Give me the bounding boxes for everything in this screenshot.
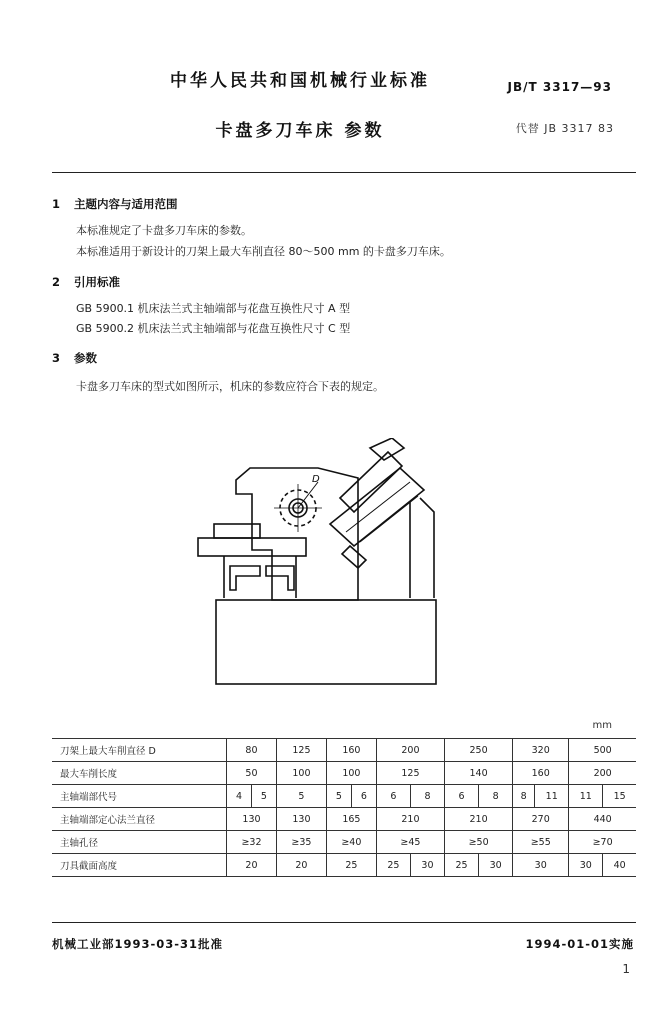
table-cell: 80 — [227, 739, 277, 762]
table-cell: 15 — [603, 785, 636, 808]
table-cell: 30 — [569, 854, 603, 877]
table-cell: 50 — [227, 762, 277, 785]
section-number: 2 — [52, 275, 61, 289]
effective-date: 1994-01-01实施 — [525, 937, 634, 951]
table-row — [52, 831, 636, 854]
row-label: 刀具截面高度 — [52, 854, 227, 877]
table-cell: 30 — [479, 854, 513, 877]
table-cell: ≥35 — [276, 831, 326, 854]
table-cell: 130 — [227, 808, 277, 831]
section-1-heading — [52, 196, 178, 212]
approval-date: 机械工业部1993-03-31批准 — [52, 937, 224, 951]
table-row — [52, 785, 636, 808]
section-1-line-2: 本标准适用于新设计的刀架上最大车削直径 80～500 mm 的卡盘多刀车床。 — [76, 245, 451, 258]
section-2-line-2: GB 5900.2 机床法兰式主轴端部与花盘互换性尺寸 C 型 — [76, 322, 351, 335]
header-rule — [52, 172, 636, 173]
table-cell: 8 — [479, 785, 513, 808]
table-cell: 165 — [326, 808, 376, 831]
diameter-label: D — [312, 474, 320, 485]
table-cell: 125 — [376, 762, 444, 785]
table-cell: 130 — [276, 808, 326, 831]
section-number: 1 — [52, 197, 61, 211]
table-cell: 160 — [326, 739, 376, 762]
table-cell: 6 — [445, 785, 479, 808]
table-cell: 20 — [276, 854, 326, 877]
table-row — [52, 854, 636, 877]
table-cell: 4 — [227, 785, 252, 808]
table-cell: 200 — [569, 762, 636, 785]
left-toolpost — [214, 524, 260, 538]
left-support — [224, 556, 296, 598]
table-cell: 320 — [513, 739, 569, 762]
table-cell: ≥50 — [445, 831, 513, 854]
table-cell: 11 — [569, 785, 603, 808]
table-cell: 8 — [513, 785, 535, 808]
angled-slide-upper — [340, 452, 402, 512]
section-title: 主题内容与适用范围 — [74, 197, 178, 211]
table-row — [52, 808, 636, 831]
tool-block-top — [370, 438, 404, 460]
table-cell: ≥45 — [376, 831, 444, 854]
table-cell: 100 — [326, 762, 376, 785]
section-title: 引用标准 — [74, 275, 120, 289]
headstock — [236, 468, 358, 600]
table-cell: 270 — [513, 808, 569, 831]
table-row — [52, 739, 636, 762]
parameters-table — [52, 738, 636, 877]
section-3-heading — [52, 350, 97, 366]
table-cell: 20 — [227, 854, 277, 877]
standard-title: 中华人民共和国机械行业标准 — [170, 71, 430, 91]
section-2-line-1: GB 5900.1 机床法兰式主轴端部与花盘互换性尺寸 A 型 — [76, 302, 351, 315]
table-cell: ≥55 — [513, 831, 569, 854]
table-cell: 210 — [376, 808, 444, 831]
table-cell: 40 — [603, 854, 636, 877]
row-label: 主轴端部定心法兰直径 — [52, 808, 227, 831]
row-label: 刀架上最大车削直径 D — [52, 739, 227, 762]
table-row — [52, 762, 636, 785]
table-cell: 25 — [376, 854, 410, 877]
table-cell: ≥70 — [569, 831, 636, 854]
row-label: 主轴端部代号 — [52, 785, 227, 808]
table-cell: 210 — [445, 808, 513, 831]
table-cell: ≥32 — [227, 831, 277, 854]
table-cell: 100 — [276, 762, 326, 785]
table-cell: 6 — [351, 785, 376, 808]
row-label: 主轴孔径 — [52, 831, 227, 854]
table-cell: 25 — [326, 854, 376, 877]
footer-rule — [52, 922, 636, 923]
section-1-line-1: 本标准规定了卡盘多刀车床的参数。 — [76, 224, 252, 237]
table-unit: mm — [592, 720, 612, 731]
section-title: 参数 — [74, 351, 97, 365]
right-column — [410, 498, 434, 598]
table-cell: 440 — [569, 808, 636, 831]
table-cell: 500 — [569, 739, 636, 762]
table-cell: 125 — [276, 739, 326, 762]
lower-tool — [342, 546, 366, 568]
left-slide-groove — [230, 566, 294, 590]
replaces-note: 代替 JB 3317 83 — [515, 122, 614, 135]
slide-guides — [346, 482, 418, 542]
section-3-line-1: 卡盘多刀车床的型式如图所示，机床的参数应符合下表的规定。 — [76, 380, 384, 393]
table-cell: 5 — [251, 785, 276, 808]
table-cell: 160 — [513, 762, 569, 785]
table-cell: 5 — [326, 785, 351, 808]
table-cell: 5 — [276, 785, 326, 808]
row-label: 最大车削长度 — [52, 762, 227, 785]
table-cell: 30 — [410, 854, 444, 877]
lathe-diagram — [190, 438, 450, 688]
machine-base — [216, 600, 436, 684]
standard-number: JB/T 3317—93 — [507, 80, 612, 94]
table-cell: 6 — [376, 785, 410, 808]
table-cell: ≥40 — [326, 831, 376, 854]
section-number: 3 — [52, 351, 61, 365]
table-cell: 140 — [445, 762, 513, 785]
table-cell: 25 — [445, 854, 479, 877]
table-cell: 250 — [445, 739, 513, 762]
document-title: 卡盘多刀车床 参数 — [215, 121, 385, 141]
page-number: 1 — [622, 962, 630, 976]
section-2-heading — [52, 274, 120, 290]
table-cell: 8 — [410, 785, 444, 808]
table-cell: 30 — [513, 854, 569, 877]
table-cell: 11 — [535, 785, 569, 808]
table-cell: 200 — [376, 739, 444, 762]
